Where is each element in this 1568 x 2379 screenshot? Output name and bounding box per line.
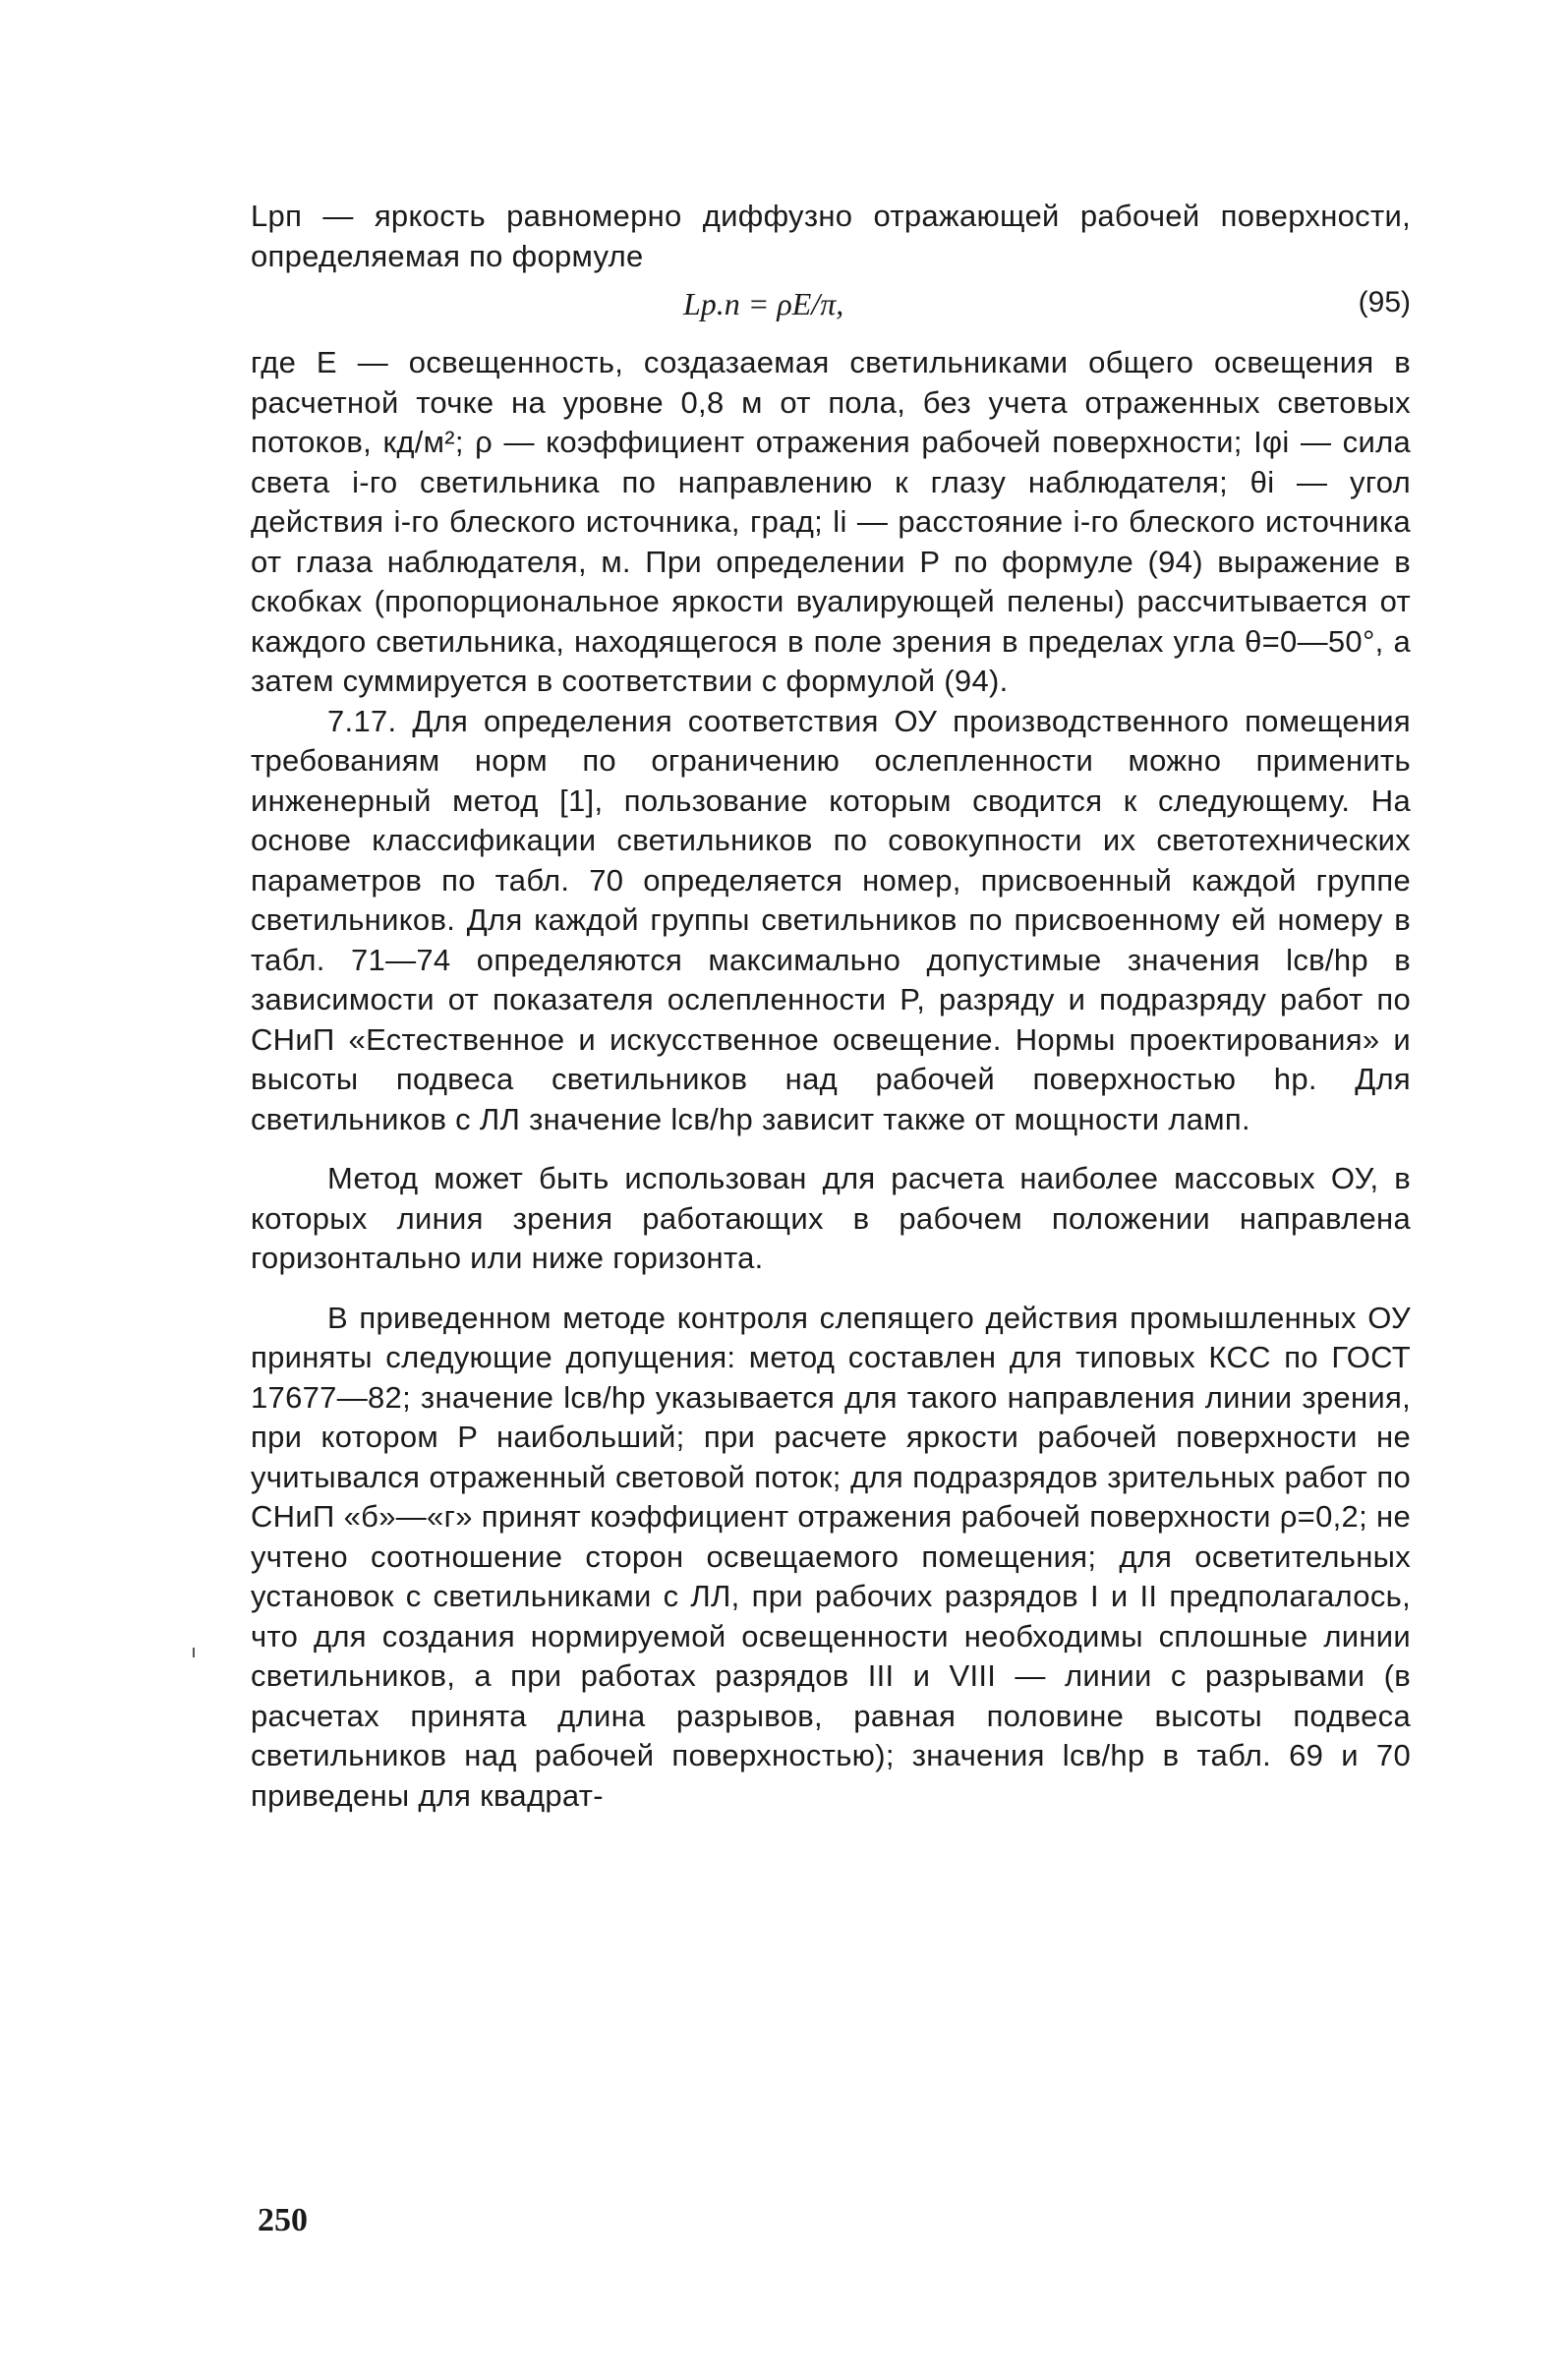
page-number: 250 — [258, 2202, 308, 2238]
method-paragraph: Метод может быть использован для расчета наиболее массовых ОУ, в которых линия зрения работающих в рабочем положении направлена горизонтально или ниже горизонта. — [251, 1161, 1411, 1275]
assumptions-paragraph: В приведенном методе контроля слепящего действия промышленных ОУ приняты следующие допущения: метод составлен для типовых КСС по ГОСТ 17677—82; значение lсв/hр указывается для такого направления линии зрения, при котором P наибольший; при расчете яркости рабочей поверхности не учитывался отраженный световой поток; для подразрядов зрительных работ по СНиП «б»—«г» принят коэффициент отражения рабочей поверхности ρ=0,2; не учтено соотношение сторон освещаемого помещения; для осветительных установок с светильниками с ЛЛ, при рабочих разрядов I и II предполагалось, что для создания нормируемой освещенности необходимы сплошные линии светильников, а при работах разрядов III и VIII — линии с разрывами (в расчетах принята длина разрывов, равная половине высоты подвеса светильников над рабочей поверхностью); значения lсв/hр в табл. 69 и 70 приведены для квадрат- — [251, 1300, 1411, 1813]
section-7-17-paragraph: 7.17. Для определения соответствия ОУ производственного помещения требованиям норм по ограничению ослепленности можно применить инженерный метод [1], пользование которым сводится к следующему. На основе классификации светильников по совокупности их светотехнических параметров по табл. 70 определяется номер, присвоенный каждой группе светильников. Для каждой группы светильников по присвоенному ей номеру в табл. 71—74 определяются максимально допустимые значения lсв/hр в зависимости от показателя ослепленности P, разряду и подразряду работ по СНиП «Естественное и искусственное освещение. Нормы проектирования» и высоты подвеса светильников над рабочей поверхностью hр. Для светильников с ЛЛ значение lсв/hр зависит также от мощности ламп. — [251, 703, 1411, 1136]
intro-paragraph: Lрп — яркость равномерно диффузно отражающей рабочей поверхности, определяемая по формуле — [251, 199, 1411, 273]
formula-number: (95) — [1358, 286, 1411, 319]
definitions-paragraph: где E — освещенность, создазаемая светильниками общего освещения в расчетной точке на уровне 0,8 м от пола, без учета отраженных световых потоков, кд/м²; ρ — коэффициент отражения рабочей поверхности; Iφi — сила света i-го светильника по направлению к глазу наблюдателя; θi — угол действия i-го блеского источника, град; li — расстояние i-го блеского источника от глаза наблюдателя, м. При определении P по формуле (94) выражение в скобках (пропорциональное яркости вуалирующей пелены) рассчитывается от каждого светильника, находящегося в поле зрения в пределах угла θ=0—50°, а затем суммируется в соответствии с формулой (94). — [251, 345, 1411, 698]
formula-row — [251, 280, 1411, 337]
formula-95: Lр.п = ρE/π, — [683, 286, 844, 321]
page-body — [251, 197, 1411, 1816]
margin-mark — [193, 1648, 195, 1657]
